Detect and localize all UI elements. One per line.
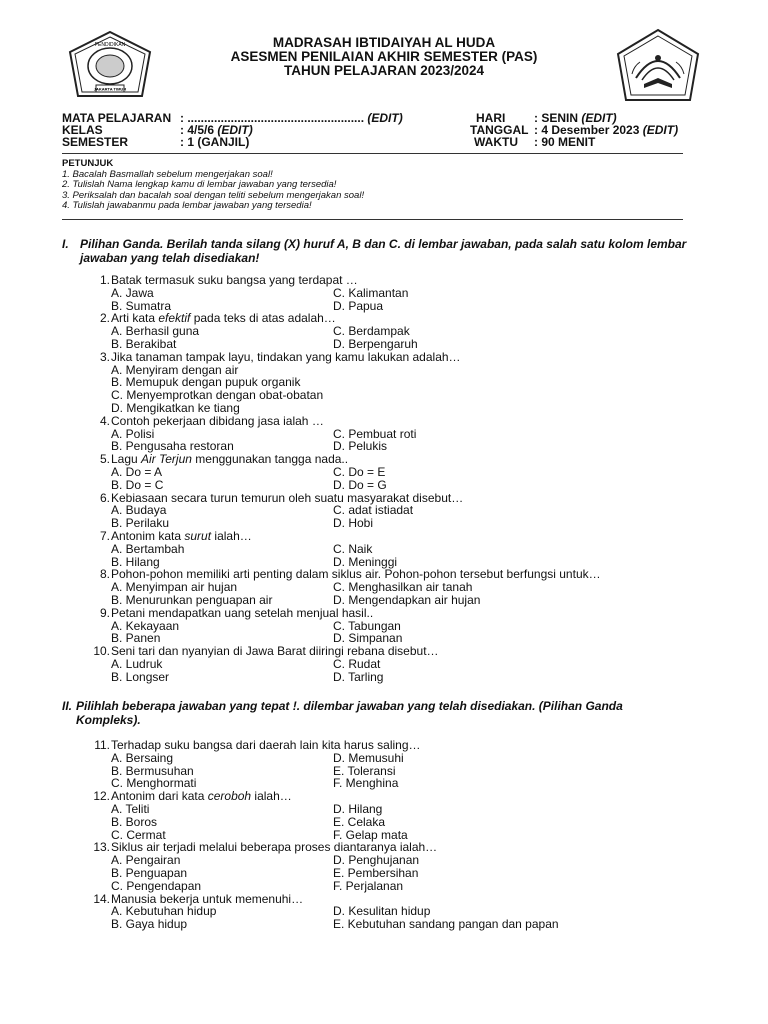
answer-option: B. Perilaku [111,516,170,531]
question-number: 12. [93,789,110,804]
question-text: Jika tanaman tampak layu, tindakan yang kamu lakukan adalah… [111,349,461,364]
date-label: TANGGAL [470,123,529,137]
option-row [88,466,708,479]
answer-option: D. Berpengaruh [333,336,418,351]
answer-option: F. Gelap mata [333,827,408,842]
answer-option: A. Bersaing [111,750,174,765]
question [88,739,708,752]
answer-option: B. Longser [111,669,170,684]
answer-option: B. Memupuk dengan pupuk organik [111,375,301,390]
answer-option: A. Kekayaan [111,618,180,633]
answer-option: A. Jawa [111,285,154,300]
instructions [62,159,364,212]
section-1-number: I. [62,237,69,251]
answer-option: A. Kebutuhan hidup [111,904,217,919]
answer-option: C. Berdampak [333,324,410,339]
option-row [88,816,708,829]
question [88,530,708,543]
answer-option: A. Polisi [111,426,155,441]
answer-option: B. Penguapan [111,865,188,880]
question-text: Pohon-pohon memiliki arti penting dalam siklus air. Pohon-pohon tersebut berfungsi untuk… [111,567,601,582]
answer-option: D. Kesulitan hidup [333,904,431,919]
answer-option: A. Berhasil guna [111,324,200,339]
question-number: 8. [99,567,110,582]
answer-option: D. Memusuhi [333,750,404,765]
question-number: 9. [99,605,110,620]
answer-option: B. Menurunkan penguapan air [111,592,273,607]
question-text: Kebiasaan secara turun temurun oleh suatu masyarakat disebut… [111,490,464,505]
answer-option: B. Do = C [111,477,164,492]
answer-option: A. Menyiram dengan air [111,362,239,377]
question-number: 11. [94,738,110,752]
question-list-multiple-choice [88,274,708,684]
question [88,351,708,364]
question-number: 10. [93,644,110,659]
question-text: Manusia bekerja untuk memenuhi… [111,891,304,906]
answer-option: D. Mengikatkan ke tiang [111,400,240,415]
answer-option: A. Do = A [111,464,163,479]
answer-option: B. Sumatra [111,298,172,313]
question-number: 7. [99,528,110,543]
answer-option: E. Pembersihan [333,865,419,880]
question [88,790,708,803]
question-number: 3. [99,349,110,364]
answer-option: E. Kebutuhan sandang pangan dan papan [333,917,559,932]
logo-top-text: PENDIDIKAN [94,42,126,48]
option-row [88,880,708,893]
answer-option: C. Menghormati [111,776,197,791]
day-value: : SENIN (EDIT) [534,111,617,125]
answer-option: D. Meninggi [333,554,398,569]
section-1-text: Pilihan Ganda. Berilah tanda silang (X) huruf A, B dan C. di lembar jawaban, pada salah satu kolom lembar jawaban yang telah disediakan! [80,237,687,265]
answer-option: C. Rudat [333,656,381,671]
answer-option: F. Menghina [333,776,399,791]
answer-option: B. Panen [111,631,161,646]
answer-option: A. Pengairan [111,853,181,868]
question [88,415,708,428]
answer-option: B. Pengusaha restoran [111,439,234,454]
answer-option: C. Naik [333,541,373,556]
option-row [88,867,708,880]
answer-option: D. Hilang [333,801,383,816]
question-number: 14. [93,891,110,906]
answer-option: B. Boros [111,814,158,829]
question-text: Petani mendapatkan uang setelah menjual hasil.. [111,605,374,620]
question-number: 4. [99,413,110,428]
subject-value: : ..................................................... (EDIT) [180,111,403,125]
option-row [88,752,708,765]
school-emblem-logo [66,30,154,102]
question-text: Batak termasuk suku bangsa yang terdapat … [111,273,358,287]
instruction-item: 2. Tulislah Nama lengkap kamu di lembar jawaban yang tersedia! [62,179,337,191]
answer-option: D. Simpanan [333,631,403,646]
question-text: Arti kata efektif pada teks di atas adalah… [111,311,336,326]
answer-option: C. Menyemprotkan dengan obat-obatan [111,388,324,403]
question-text: Contoh pekerjaan dibidang jasa ialah … [111,413,324,428]
answer-option: C. Cermat [111,827,166,842]
option-row [88,658,708,671]
question [88,607,708,620]
answer-option: A. Menyimpan air hujan [111,580,238,595]
option-row [88,581,708,594]
question-text: Terhadap suku bangsa dari daerah lain kita harus saling… [111,738,421,752]
question-list-complex-choice [88,739,708,931]
question [88,274,708,287]
academic-year: TAHUN PELAJARAN 2023/2024 [283,63,485,78]
question-number: 1. [99,273,110,287]
section-2-text: Pilihlah beberapa jawaban yang tepat !. dilembar jawaban yang telah disediakan. (Pilihan Ganda Kompleks). [76,699,623,727]
question [88,645,708,658]
semester-label: SEMESTER [62,135,129,149]
answer-option: C. Do = E [333,464,386,479]
document-header [150,36,618,78]
answer-option: B. Bermusuhan [111,763,194,778]
option-row [88,918,708,931]
answer-option: B. Gaya hidup [111,917,188,932]
answer-option: D. Do = G [333,477,387,492]
answer-option: E. Celaka [333,814,386,829]
exam-title: ASESMEN PENILAIAN AKHIR SEMESTER (PAS) [230,49,538,64]
answer-option: A. Budaya [111,503,167,518]
time-label: WAKTU [474,135,518,149]
instruction-item: 4. Tulislah jawabanmu pada lembar jawaban yang tersedia! [62,200,312,212]
instruction-item: 3. Periksalah dan bacalah soal dengan teliti sebelum mengerjakan soal! [62,189,365,201]
question-text: Seni tari dan nyanyian di Jawa Barat diiringi rebana disebut… [111,644,439,659]
question-text: Antonim kata surut ialah… [111,528,252,543]
question-text: Antonim dari kata ceroboh ialah… [111,789,292,804]
answer-option: C. Pembuat roti [333,426,417,441]
answer-option: C. adat istiadat [333,503,414,518]
option-row [88,594,708,607]
option-row [88,504,708,517]
answer-option: B. Hilang [111,554,160,569]
divider-top [62,153,683,154]
option-row [88,671,708,684]
section-2-number: II. [62,699,73,713]
date-value: : 4 Desember 2023 (EDIT) [534,123,679,137]
exam-info-right [470,112,700,148]
answer-option: F. Perjalanan [333,878,404,893]
option-row [88,338,708,351]
answer-option: D. Papua [333,298,384,313]
answer-option: C. Kalimantan [333,285,409,300]
answer-option: D. Pelukis [333,439,388,454]
question-number: 13. [93,840,110,855]
option-row [88,479,708,492]
day-label: HARI [476,111,506,125]
answer-option: A. Teliti [111,801,150,816]
instruction-item: 1. Bacalah Basmallah sebelum mengerjakan soal! [62,168,273,180]
ministry-emblem-logo [614,28,702,104]
question-number: 6. [99,490,110,505]
question-text: Siklus air terjadi melalui beberapa proses diantaranya ialah… [111,840,438,855]
option-row [88,287,708,300]
answer-option: C. Pengendapan [111,878,202,893]
class-value: : 4/5/6 (EDIT) [180,123,253,137]
semester-value: : 1 (GANJIL) [180,135,250,149]
answer-option: C. Menghasilkan air tanah [333,580,473,595]
option-row [88,543,708,556]
answer-option: D. Penghujanan [333,853,420,868]
answer-option: C. Tabungan [333,618,401,633]
answer-option: D. Mengendapkan air hujan [333,592,481,607]
answer-option: B. Berakibat [111,336,177,351]
exam-info-left [62,112,442,148]
question-text: Lagu Air Terjun menggunakan tangga nada.. [111,452,349,467]
question-number: 2. [99,311,110,326]
question [88,453,708,466]
divider-bottom [62,219,683,220]
question-number: 5. [99,452,110,467]
answer-option: D. Hobi [333,516,374,531]
answer-option: E. Toleransi [333,763,396,778]
answer-option: A. Ludruk [111,656,163,671]
option-row [88,402,708,415]
instructions-title: PETUNJUK [62,158,114,169]
option-row [88,803,708,816]
answer-option: A. Bertambah [111,541,185,556]
answer-option: D. Tarling [333,669,384,684]
time-value: : 90 MENIT [534,135,596,149]
subject-label: MATA PELAJARAN [62,111,172,125]
logo-bottom-text: JAKARTA TIMUR [93,86,127,92]
class-label: KELAS [62,123,103,137]
school-name: MADRASAH IBTIDAIYAH AL HUDA [272,35,496,50]
